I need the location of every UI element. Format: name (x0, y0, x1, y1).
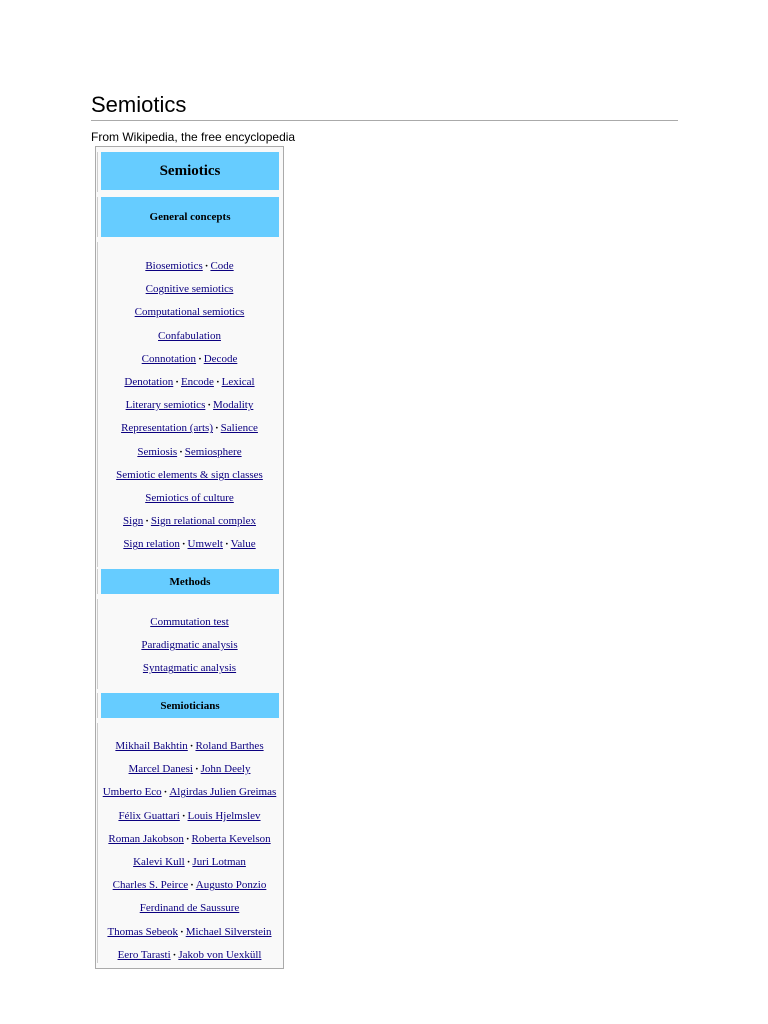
link-row (96, 925, 283, 939)
nav-link[interactable]: Roman Jakobson (108, 832, 184, 845)
nav-link[interactable]: Umwelt (187, 538, 223, 551)
page-tagline: From Wikipedia, the free encyclopedia (91, 130, 296, 144)
separator-dot: · (189, 740, 194, 752)
separator-dot: · (190, 879, 194, 892)
link-row (96, 259, 283, 273)
link-row (96, 421, 283, 435)
nav-link[interactable]: Ferdinand de Saussure (139, 902, 240, 915)
page-title: Semiotics (91, 92, 187, 117)
nav-link[interactable]: Félix Guattari (118, 809, 180, 822)
nav-link[interactable]: Paradigmatic analysis (141, 639, 238, 652)
nav-link[interactable]: Commutation test (150, 616, 229, 628)
navbox-edge (97, 197, 98, 237)
nav-link[interactable]: Roland Barthes (195, 740, 264, 752)
nav-link[interactable]: Thomas Sebeok (107, 925, 179, 938)
nav-link[interactable]: Connotation (141, 352, 197, 365)
nav-link[interactable]: Cognitive semiotics (145, 283, 234, 296)
nav-link[interactable]: Lexical (221, 376, 255, 388)
nav-link[interactable]: Michael Silverstein (185, 925, 272, 938)
navbox-edge (97, 569, 98, 594)
separator-dot: · (204, 260, 209, 272)
link-row (96, 468, 283, 482)
nav-link[interactable]: Decode (203, 352, 238, 365)
title-divider (91, 120, 678, 121)
link-row (96, 282, 283, 296)
nav-link[interactable]: Louis Hjelmslev (187, 809, 261, 822)
separator-dot: · (181, 538, 186, 551)
separator-dot: · (181, 809, 186, 822)
nav-link[interactable]: Salience (220, 422, 258, 435)
separator-dot: · (145, 515, 149, 528)
link-row (96, 739, 283, 753)
nav-link[interactable]: Sign (123, 515, 144, 528)
nav-link[interactable]: Jakob von Uexküll (178, 948, 262, 961)
section-header: General concepts (101, 197, 279, 237)
separator-dot: · (215, 376, 220, 388)
link-row (96, 329, 283, 343)
semiotics-navbox (95, 146, 284, 969)
nav-link[interactable]: Syntagmatic analysis (142, 662, 237, 675)
separator-dot: · (179, 445, 183, 458)
separator-dot: · (163, 786, 168, 799)
separator-dot: · (172, 948, 177, 961)
link-row (96, 398, 283, 412)
separator-dot: · (207, 399, 212, 412)
link-row (96, 832, 283, 846)
separator-dot: · (194, 763, 199, 776)
nav-link[interactable]: Denotation (124, 376, 174, 388)
nav-link[interactable]: Code (210, 260, 234, 272)
nav-link[interactable]: Computational semiotics (134, 306, 245, 319)
link-row (96, 901, 283, 915)
nav-link[interactable]: Semiosis (137, 445, 178, 458)
link-row (96, 948, 283, 962)
link-row (96, 445, 283, 459)
section-header: Semioticians (101, 693, 279, 718)
nav-link[interactable]: Umberto Eco (102, 786, 162, 799)
link-row (96, 809, 283, 823)
nav-link[interactable]: Value (230, 538, 256, 551)
link-row (96, 661, 283, 675)
nav-link[interactable]: Literary semiotics (125, 399, 206, 412)
nav-link[interactable]: Representation (arts) (121, 422, 213, 435)
navbox-edge (97, 693, 98, 718)
separator-dot: · (185, 832, 190, 845)
nav-link[interactable]: Semiotic elements & sign classes (116, 468, 263, 481)
nav-link[interactable]: Juri Lotman (192, 856, 246, 868)
link-row (96, 491, 283, 505)
separator-dot: · (224, 538, 229, 551)
nav-link[interactable]: John Deely (200, 763, 251, 776)
separator-dot: · (175, 376, 179, 388)
nav-link[interactable]: Confabulation (158, 329, 221, 342)
link-row (96, 878, 283, 892)
navbox-edge (97, 152, 98, 192)
nav-link[interactable]: Semiotics of culture (145, 492, 234, 504)
link-row (96, 537, 283, 551)
nav-link[interactable]: Roberta Kevelson (191, 832, 271, 845)
link-row (96, 375, 283, 389)
nav-link[interactable]: Sign relation (123, 538, 180, 551)
separator-dot: · (198, 352, 202, 365)
nav-link[interactable]: Sign relational complex (150, 515, 256, 528)
separator-dot: · (180, 925, 184, 938)
nav-link[interactable]: Biosemiotics (145, 260, 203, 272)
nav-link[interactable]: Kalevi Kull (133, 856, 185, 868)
nav-link[interactable]: Eero Tarasti (117, 948, 171, 961)
link-row (96, 638, 283, 652)
navbox-title: Semiotics (101, 152, 279, 190)
nav-link[interactable]: Modality (213, 399, 254, 412)
link-row (96, 352, 283, 366)
nav-link[interactable]: Marcel Danesi (128, 763, 193, 776)
section-header: Methods (101, 569, 279, 594)
nav-link[interactable]: Mikhail Bakhtin (115, 740, 188, 752)
link-row (96, 785, 283, 799)
link-row (96, 855, 283, 869)
nav-link[interactable]: Algirdas Julien Greimas (169, 786, 277, 799)
link-row (96, 305, 283, 319)
separator-dot: · (186, 856, 191, 868)
nav-link[interactable]: Augusto Ponzio (195, 879, 267, 892)
link-row (96, 762, 283, 776)
link-row (96, 615, 283, 629)
nav-link[interactable]: Encode (180, 376, 214, 388)
separator-dot: · (215, 422, 219, 435)
link-row (96, 514, 283, 528)
nav-link[interactable]: Semiosphere (184, 445, 242, 458)
nav-link[interactable]: Charles S. Peirce (112, 879, 189, 892)
